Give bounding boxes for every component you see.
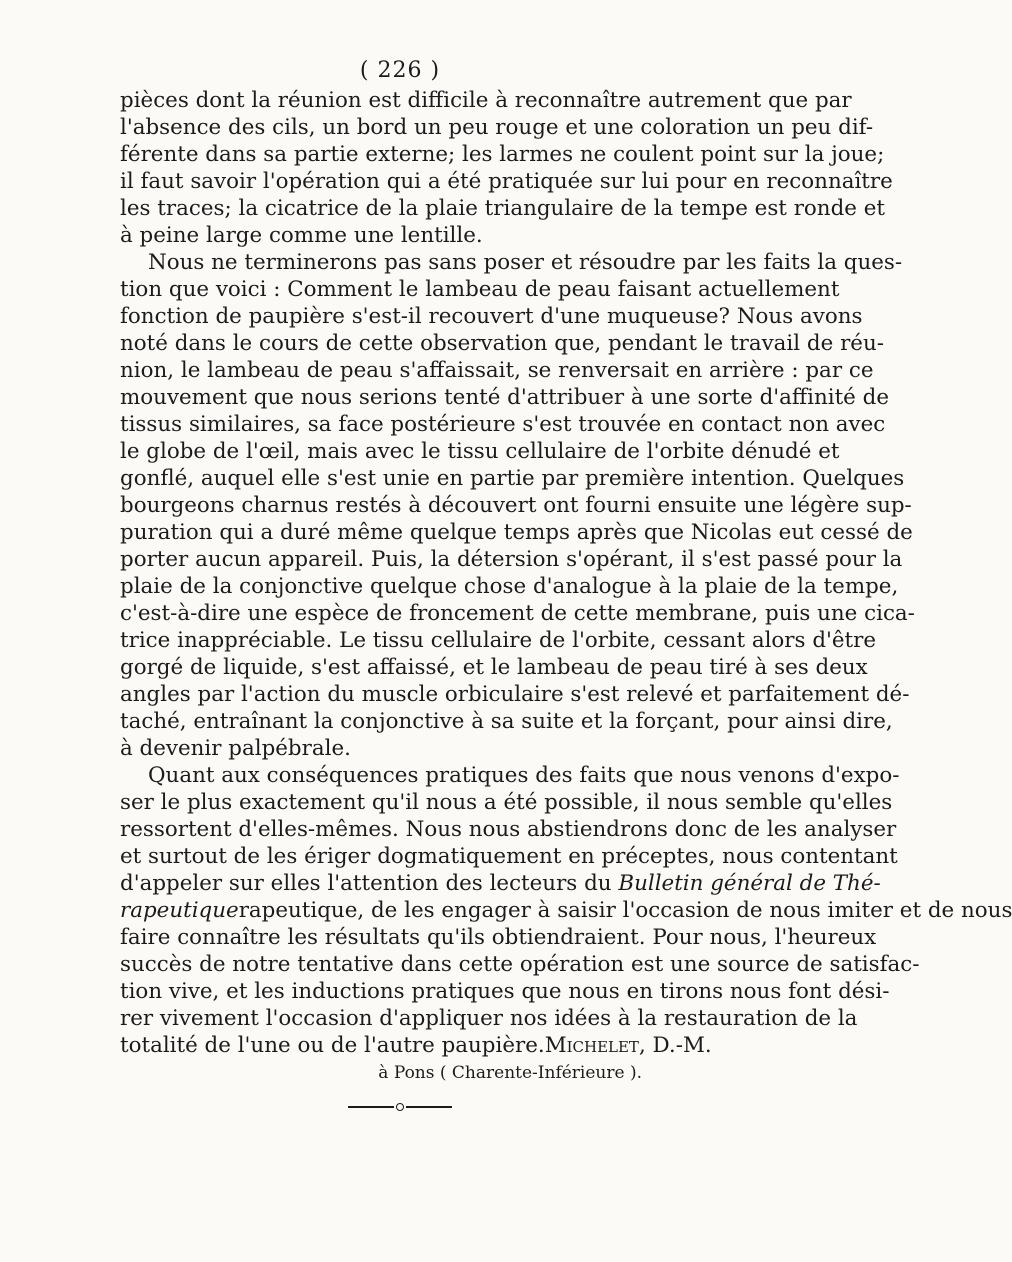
ornament-bar-right: [406, 1106, 452, 1108]
text-line: les traces; la cicatrice de la plaie triangulaire de la tempe est ronde et: [120, 196, 885, 221]
text-line: à devenir palpébrale.: [120, 736, 351, 761]
text-line: tissus similaires, sa face postérieure s'est trouvée en contact non avec: [120, 412, 886, 437]
text-line: taché, entraînant la conjonctive à sa suite et la forçant, pour ainsi dire,: [120, 709, 893, 734]
text-line: gonflé, auquel elle s'est unie en partie par première intention. Quelques: [120, 466, 905, 491]
text-line: nion, le lambeau de peau s'affaissait, se renversait en arrière : par ce: [120, 358, 874, 383]
text-line: gorgé de liquide, s'est affaissé, et le lambeau de peau tiré à ses deux: [120, 655, 868, 680]
page-number: ( 226 ): [359, 58, 441, 83]
ornament-divider-icon: [348, 1103, 452, 1111]
journal-title-continued: rapeutique: [120, 898, 239, 923]
text-line: le globe de l'œil, mais avec le tissu cellulaire de l'orbite dénudé et: [120, 439, 840, 464]
text-line: succès de notre tentative dans cette opération est une source de satisfac-: [120, 952, 920, 977]
text-line: fonction de paupière s'est-il recouvert d'une muqueuse? Nous avons: [120, 304, 863, 329]
text-line: ressortent d'elles-mêmes. Nous nous abstiendrons donc de les analyser: [120, 817, 897, 842]
text-line: porter aucun appareil. Puis, la détersion s'opérant, il s'est passé pour la: [120, 547, 903, 572]
author-signature: Michelet, D.-M.: [544, 1033, 712, 1058]
text-segment: d'appeler sur elles l'attention des lecteurs du: [120, 871, 612, 896]
text-line: tion que voici : Comment le lambeau de peau faisant actuellement: [120, 277, 840, 302]
text-line: trice inappréciable. Le tissu cellulaire de l'orbite, cessant alors d'être: [120, 628, 877, 653]
text-line: Nous ne terminerons pas sans poser et résoudre par les faits la ques-: [148, 250, 903, 275]
text-line: faire connaître les résultats qu'ils obtiendraient. Pour nous, l'heureux: [120, 925, 877, 950]
text-line: [120, 897, 1012, 924]
ornament-dot: [396, 1103, 404, 1111]
text-line: l'absence des cils, un bord un peu rouge et une coloration un peu dif-: [120, 115, 874, 140]
text-line: puration qui a duré même quelque temps après que Nicolas eut cessé de: [120, 520, 913, 545]
text-line: ser le plus exactement qu'il nous a été possible, il nous semble qu'elles: [120, 790, 893, 815]
text-line: angles par l'action du muscle orbiculaire s'est relevé et parfaitement dé-: [120, 682, 910, 707]
text-line: [120, 870, 881, 897]
author-location: à Pons ( Charente-Inférieure ).: [378, 1063, 642, 1083]
text-line: et surtout de les ériger dogmatiquement en préceptes, nous contentant: [120, 844, 898, 869]
text-line: bourgeons charnus restés à découvert ont fourni ensuite une légère sup-: [120, 493, 912, 518]
text-line: rer vivement l'occasion d'appliquer nos idées à la restauration de la: [120, 1006, 858, 1031]
text-line: il faut savoir l'opération qui a été pratiquée sur lui pour en reconnaître: [120, 169, 893, 194]
signature-line: [120, 1032, 712, 1059]
text-line: tion vive, et les inductions pratiques que nous en tirons nous font dési-: [120, 979, 890, 1004]
text-line: férente dans sa partie externe; les larmes ne coulent point sur la joue;: [120, 142, 885, 167]
text-line: plaie de la conjonctive quelque chose d'analogue à la plaie de la tempe,: [120, 574, 899, 599]
text-line: Quant aux conséquences pratiques des faits que nous venons d'expo-: [148, 763, 900, 788]
journal-title: Bulletin général de Thé-: [618, 871, 881, 896]
text-line: à peine large comme une lentille.: [120, 223, 483, 248]
ornament-bar-left: [348, 1106, 394, 1108]
text-segment: rapeutique, de les engager à saisir l'occasion de nous imiter et de nous: [238, 898, 1012, 923]
text-segment: totalité de l'une ou de l'autre paupière.: [120, 1033, 545, 1058]
text-line: noté dans le cours de cette observation que, pendant le travail de réu-: [120, 331, 884, 356]
text-line: pièces dont la réunion est difficile à reconnaître autrement que par: [120, 88, 852, 113]
text-line: mouvement que nous serions tenté d'attribuer à une sorte d'affinité de: [120, 385, 889, 410]
text-line: c'est-à-dire une espèce de froncement de cette membrane, puis une cica-: [120, 601, 915, 626]
